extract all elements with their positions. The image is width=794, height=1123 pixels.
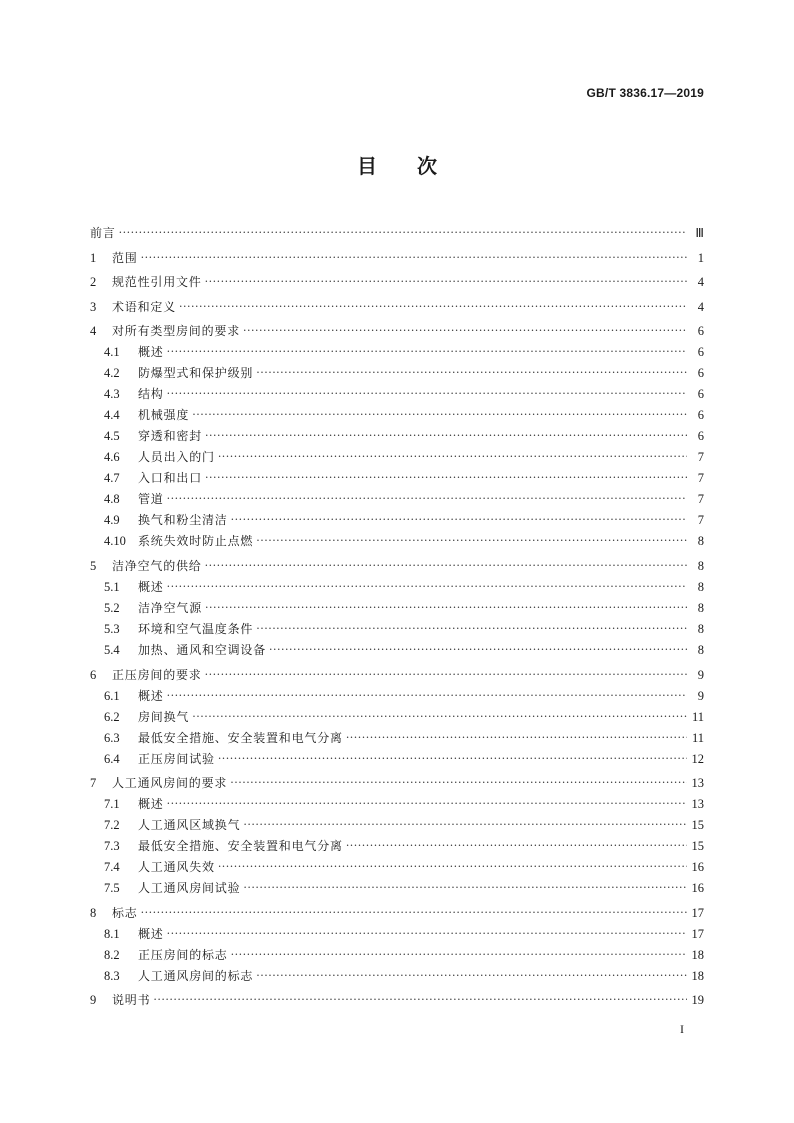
toc-leader-dots: [256, 969, 687, 983]
toc-leader-dots: [243, 881, 687, 895]
toc-entry-title: 概述: [138, 345, 164, 360]
toc-entry-title: 概述: [138, 579, 164, 594]
toc-entry-title: 入口和出口: [138, 471, 203, 486]
toc-entry[interactable]: [90, 745, 704, 766]
toc-entry-title: 人工通风房间试验: [138, 881, 241, 896]
toc-entry-number: 6.4: [104, 751, 120, 766]
toc-entry-page: 6: [697, 324, 704, 339]
toc-entry[interactable]: [90, 594, 704, 615]
toc-entry-title: 洁净空气源: [138, 600, 203, 615]
toc-entry[interactable]: [90, 464, 704, 485]
toc-entry[interactable]: [90, 941, 704, 962]
toc-entry-page: 8: [697, 579, 704, 594]
toc-leader-dots: [179, 300, 687, 314]
toc-leader-dots: [167, 797, 687, 811]
toc-leader-dots: [167, 689, 687, 703]
toc-entry-title: 人工通风失效: [138, 860, 215, 875]
toc-entry[interactable]: [90, 703, 704, 724]
toc-entry-page: Ⅲ: [695, 226, 704, 240]
toc-entry[interactable]: [90, 338, 704, 359]
toc-entry[interactable]: [90, 724, 704, 745]
toc-entry-page: 13: [691, 797, 704, 812]
toc-leader-dots: [269, 643, 687, 657]
toc-leader-dots: [167, 345, 687, 359]
toc-entry[interactable]: [90, 443, 704, 464]
toc-entry-page: 6: [697, 387, 704, 402]
toc-leader-dots: [218, 860, 687, 874]
toc-entry-title: 正压房间的要求: [112, 667, 202, 682]
toc-leader-dots: [167, 387, 687, 401]
toc-entry-number: 6.1: [104, 688, 120, 703]
toc-entry[interactable]: [90, 766, 704, 791]
toc-entry-page: 8: [697, 621, 704, 636]
toc-leader-dots: [192, 710, 687, 724]
toc-leader-dots: [256, 534, 687, 548]
toc-entry-number: 7: [90, 776, 97, 791]
toc-entry-title: 范围: [112, 250, 138, 265]
toc-entry-title: 人工通风区域换气: [138, 818, 241, 833]
toc-leader-dots: [153, 993, 687, 1007]
toc-entry-page: 18: [691, 947, 704, 962]
toc-entry-number: 4.2: [104, 366, 120, 381]
toc-entry-title: 概述: [138, 797, 164, 812]
toc-entry[interactable]: [90, 853, 704, 874]
toc-leader-dots: [119, 226, 687, 240]
toc-entry-page: 18: [691, 968, 704, 983]
toc-leader-dots: [231, 513, 687, 527]
toc-entry[interactable]: [90, 657, 704, 682]
toc-entry-title: 穿透和密封: [138, 429, 203, 444]
toc-entry-page: 11: [691, 709, 704, 724]
toc-leader-dots: [243, 324, 687, 338]
toc-entry-number: 8: [90, 905, 97, 920]
toc-entry[interactable]: [90, 422, 704, 443]
toc-leader-dots: [346, 731, 687, 745]
toc-entry-title: 结构: [138, 387, 164, 402]
toc-entry-page: 6: [697, 429, 704, 444]
toc-entry-number: 3: [90, 299, 97, 314]
toc-entry-title: 对所有类型房间的要求: [112, 324, 241, 339]
toc-entry-title: 正压房间试验: [138, 751, 215, 766]
toc-entry-title: 标志: [112, 905, 138, 920]
toc-leader-dots: [231, 948, 687, 962]
toc-entry[interactable]: [90, 401, 704, 422]
toc-leader-dots: [205, 601, 687, 615]
toc-entry[interactable]: [90, 265, 704, 290]
toc-entry-number: 5.4: [104, 642, 120, 657]
toc-entry-number: 1: [90, 250, 97, 265]
toc-entry[interactable]: [90, 240, 704, 265]
toc-entry-page: 9: [697, 667, 704, 682]
toc-entry-number: 5.1: [104, 579, 120, 594]
toc-entry-page: 12: [691, 751, 704, 766]
toc-entry-number: 7.4: [104, 860, 120, 875]
page-title: 目 次: [357, 154, 437, 178]
toc-leader-dots: [205, 275, 687, 289]
toc-entry[interactable]: [90, 485, 704, 506]
toc-leader-dots: [218, 752, 687, 766]
toc-entry-number: 4.8: [104, 492, 120, 507]
toc-entry-title: 最低安全措施、安全装置和电气分离: [138, 730, 343, 745]
toc-leader-dots: [167, 492, 687, 506]
toc-entry-page: 9: [697, 688, 704, 703]
toc-leader-dots: [205, 668, 687, 682]
toc-entry-title: 前言: [90, 226, 116, 240]
toc-leader-dots: [256, 366, 687, 380]
toc-entry-number: 4: [90, 324, 97, 339]
toc-entry[interactable]: [90, 573, 704, 594]
toc-entry-page: 6: [697, 345, 704, 360]
toc-entry[interactable]: [90, 636, 704, 657]
toc-leader-dots: [141, 906, 687, 920]
toc-entry-number: 9: [90, 993, 97, 1008]
toc-entry-page: 19: [691, 993, 704, 1008]
toc-leader-dots: [346, 839, 687, 853]
toc-entry[interactable]: [90, 962, 704, 983]
toc-entry-page: 15: [691, 818, 704, 833]
toc-entry-number: 6.2: [104, 709, 120, 724]
toc-entry[interactable]: [90, 380, 704, 401]
toc-entry-title: 换气和粉尘清洁: [138, 513, 228, 528]
toc-entry-title: 机械强度: [138, 408, 190, 423]
toc-entry[interactable]: [90, 314, 704, 339]
toc-leader-dots: [205, 471, 687, 485]
toc-entry-title: 正压房间的标志: [138, 947, 228, 962]
toc-entry-page: 8: [697, 534, 704, 549]
toc-entry-title: 环境和空气温度条件: [138, 621, 254, 636]
toc-entry[interactable]: [90, 790, 704, 811]
toc-entry[interactable]: [90, 216, 704, 240]
toc-entry-page: 7: [697, 492, 704, 507]
toc-entry-page: 17: [691, 926, 704, 941]
toc-entry-title: 管道: [138, 492, 164, 507]
toc-entry-number: 4.6: [104, 450, 120, 465]
toc-entry[interactable]: [90, 359, 704, 380]
toc-entry-title: 房间换气: [138, 709, 190, 724]
toc-entry-number: 6: [90, 667, 97, 682]
toc-entry[interactable]: [90, 920, 704, 941]
toc-entry-number: 5.2: [104, 600, 120, 615]
toc-entry-page: 15: [691, 839, 704, 854]
toc-entry-title: 说明书: [112, 993, 151, 1008]
toc-leader-dots: [205, 429, 687, 443]
toc-entry-title: 概述: [138, 926, 164, 941]
toc-entry-page: 13: [691, 776, 704, 791]
toc-entry-title: 系统失效时防止点燃: [138, 534, 254, 549]
toc-entry-title: 术语和定义: [112, 299, 177, 314]
toc-entry-number: 5.3: [104, 621, 120, 636]
toc-entry-title: 最低安全措施、安全装置和电气分离: [138, 839, 343, 854]
toc-leader-dots: [167, 927, 687, 941]
toc-entry-title: 概述: [138, 688, 164, 703]
page-folio: I: [680, 1022, 684, 1036]
toc-leader-dots: [167, 580, 687, 594]
toc-entry-number: 4.1: [104, 345, 120, 360]
toc-entry[interactable]: [90, 811, 704, 832]
toc-entry[interactable]: [90, 832, 704, 853]
toc-entry-title: 人工通风房间的要求: [112, 776, 228, 791]
toc-entry-number: 4.9: [104, 513, 120, 528]
toc-leader-dots: [218, 450, 687, 464]
toc-entry-number: 7.2: [104, 818, 120, 833]
toc-entry-page: 16: [691, 860, 704, 875]
toc-entry-number: 8.1: [104, 926, 120, 941]
toc-entry-number: 7.3: [104, 839, 120, 854]
toc-leader-dots: [230, 776, 687, 790]
toc-entry[interactable]: [90, 895, 704, 920]
toc-entry-number: 4.5: [104, 429, 120, 444]
toc-entry-title: 加热、通风和空调设备: [138, 642, 267, 657]
toc-entry-page: 8: [697, 558, 704, 573]
toc-entry-number: 4.10: [104, 534, 126, 549]
toc-entry-page: 6: [697, 408, 704, 423]
toc-entry[interactable]: [90, 548, 704, 573]
toc-entry-page: 17: [691, 905, 704, 920]
toc-leader-dots: [243, 818, 687, 832]
toc-leader-dots: [256, 622, 687, 636]
toc-leader-dots: [205, 559, 687, 573]
toc-entry-page: 4: [697, 299, 704, 314]
toc-leader-dots: [141, 251, 687, 265]
toc-entry-page: 7: [697, 450, 704, 465]
toc-entry-title: 防爆型式和保护级别: [138, 366, 254, 381]
toc-entry-page: 8: [697, 642, 704, 657]
toc-entry[interactable]: [90, 983, 704, 1008]
toc-entry-page: 4: [697, 275, 704, 290]
toc-entry-page: 7: [697, 471, 704, 486]
toc-entry-title: 人员出入的门: [138, 450, 215, 465]
toc-entry[interactable]: [90, 527, 704, 548]
table-of-contents: [90, 216, 704, 1007]
toc-entry-number: 8.3: [104, 968, 120, 983]
toc-entry-title: 规范性引用文件: [112, 275, 202, 290]
toc-entry-number: 4.4: [104, 408, 120, 423]
toc-entry-page: 1: [697, 250, 704, 265]
toc-entry-number: 7.1: [104, 797, 120, 812]
toc-leader-dots: [192, 408, 687, 422]
toc-entry[interactable]: [90, 615, 704, 636]
toc-entry-number: 8.2: [104, 947, 120, 962]
toc-entry[interactable]: [90, 874, 704, 895]
toc-entry-page: 11: [691, 730, 704, 745]
toc-entry-title: 洁净空气的供给: [112, 558, 202, 573]
toc-entry-page: 16: [691, 881, 704, 896]
toc-entry-number: 2: [90, 275, 97, 290]
toc-entry[interactable]: [90, 506, 704, 527]
toc-entry-page: 6: [697, 366, 704, 381]
toc-entry-page: 8: [697, 600, 704, 615]
toc-entry-number: 5: [90, 558, 97, 573]
toc-entry-title: 人工通风房间的标志: [138, 968, 254, 983]
toc-entry-number: 7.5: [104, 881, 120, 896]
toc-entry-number: 4.3: [104, 387, 120, 402]
standard-code: GB/T 3836.17—2019: [586, 86, 704, 100]
toc-entry[interactable]: [90, 289, 704, 314]
toc-entry-page: 7: [697, 513, 704, 528]
toc-entry-number: 4.7: [104, 471, 120, 486]
toc-entry[interactable]: [90, 682, 704, 703]
toc-entry-number: 6.3: [104, 730, 120, 745]
